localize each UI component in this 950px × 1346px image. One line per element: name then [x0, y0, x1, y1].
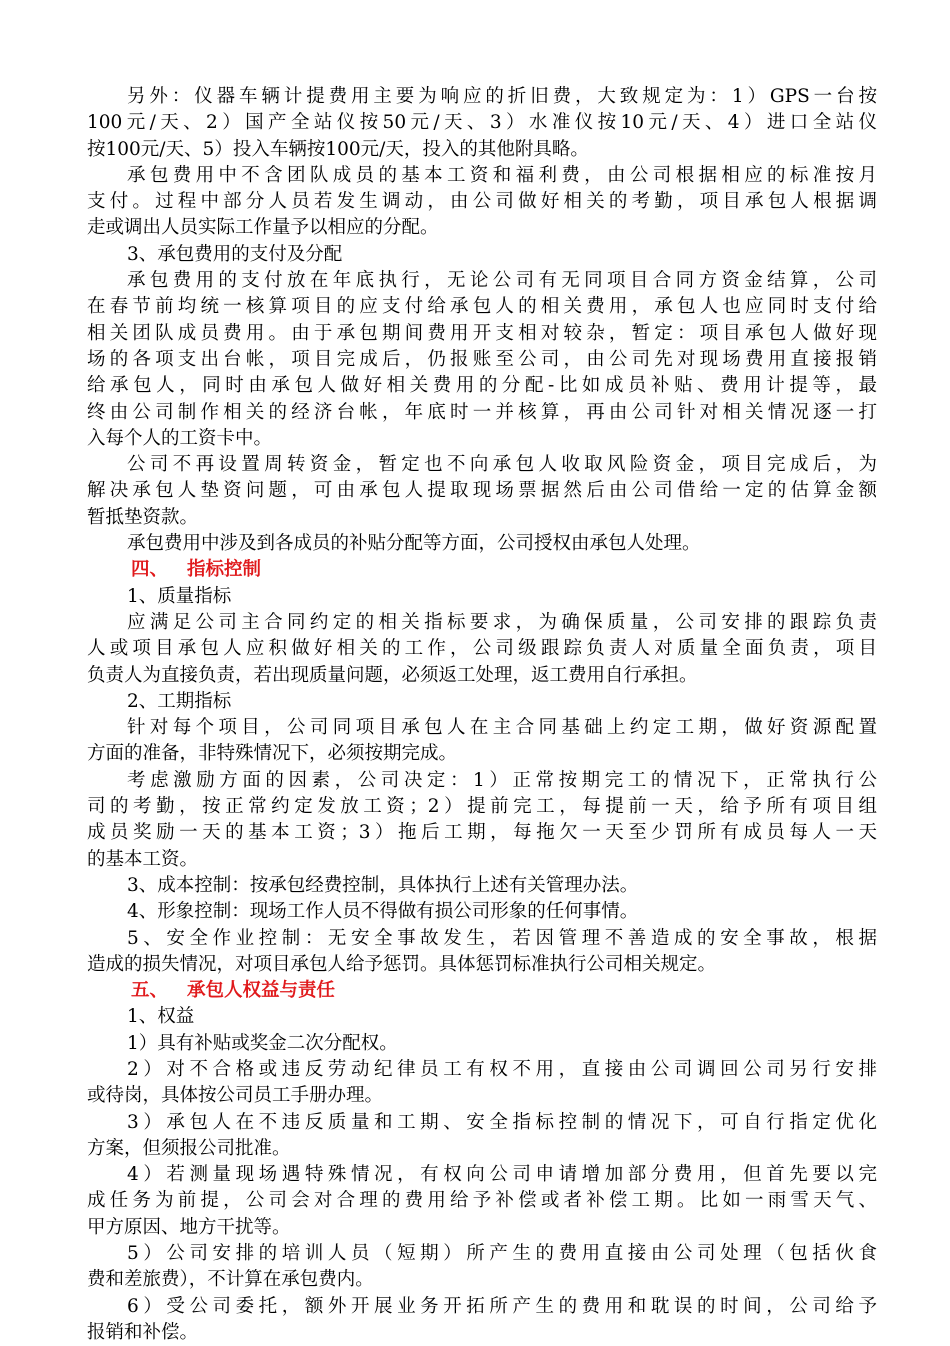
paragraph-line: 司的考勤，按正常约定发放工资；2）提前完工，每提前一天，给予所有项目组	[87, 796, 877, 818]
paragraph-line: 承包费用中不含团队成员的基本工资和福利费，由公司根据相应的标准按月	[127, 164, 877, 186]
paragraph-line: 负责人为直接负责，若出现质量问题，必须返工处理，返工费用自行承担。	[87, 664, 698, 686]
paragraph-line: 成任务为前提，公司会对合理的费用给予补偿或者补偿工期。比如一雨雪天气、	[87, 1190, 877, 1212]
paragraph-line: 5）公司安排的培训人员（短期）所产生的费用直接由公司处理（包括伙食	[127, 1243, 877, 1265]
paragraph-line: 造成的损失情况，对项目承包人给予惩罚。具体惩罚标准执行公司相关规定。	[87, 953, 717, 975]
section-title: 指标控制	[187, 559, 262, 581]
paragraph-line: 承包费用中涉及到各成员的补贴分配等方面，公司授权由承包人处理。	[127, 533, 701, 555]
paragraph-line: 另外：仪器车辆计提费用主要为响应的折旧费，大致规定为：1）GPS一台按	[127, 86, 877, 107]
paragraph-line: 解决承包人垫资问题，可由承包人提取现场票据然后由公司借给一定的估算金额	[87, 480, 877, 502]
paragraph-line: 走或调出人员实际工作量予以相应的分配。	[87, 217, 439, 239]
paragraph-line: 终由公司制作相关的经济台帐，年底时一并核算，再由公司针对相关情况逐一打	[87, 401, 877, 423]
paragraph-line: 的基本工资。	[87, 848, 199, 870]
paragraph-line: 1、质量指标	[127, 585, 232, 607]
paragraph-line: 或待岗，具体按公司员工手册办理。	[87, 1085, 384, 1107]
paragraph-line: 3、承包费用的支付及分配	[127, 243, 343, 265]
paragraph-line: 成员奖励一天的基本工资；3）拖后工期，每拖欠一天至少罚所有成员每人一天	[87, 822, 877, 844]
paragraph-line: 1）具有补贴或奖金二次分配权。	[127, 1032, 398, 1054]
paragraph-line: 入每个人的工资卡中。	[87, 427, 273, 449]
paragraph-line: 3）承包人在不违反质量和工期、安全指标控制的情况下，可自行指定优化	[127, 1111, 877, 1133]
paragraph-line: 100元/天、2）国产全站仪按50元/天、3）水准仪按10元/天、4）进口全站仪	[87, 112, 877, 134]
paragraph-line: 人或项目承包人应积做好相关的工作，公司级跟踪负责人对质量全面负责，项目	[87, 638, 877, 660]
paragraph-line: 方面的准备，非特殊情况下，必须按期完成。	[87, 743, 458, 765]
paragraph-line: 在春节前均统一核算项目的应支付给承包人的相关费用，承包人也应同时支付给	[87, 296, 877, 318]
paragraph-line: 暂抵垫资款。	[87, 506, 199, 528]
paragraph-line: 方案，但须报公司批准。	[87, 1137, 291, 1159]
paragraph-line: 4、形象控制：现场工作人员不得做有损公司形象的任何事情。	[127, 901, 639, 923]
paragraph-line: 给承包人，同时由承包人做好相关费用的分配-比如成员补贴、费用计提等，最	[87, 375, 877, 397]
paragraph-line: 费和差旅费），不计算在承包费内。	[87, 1269, 374, 1291]
paragraph-line: 2、工期指标	[127, 690, 232, 712]
section-number: 四、	[131, 559, 169, 581]
paragraph-line: 6）受公司委托，额外开展业务开拓所产生的费用和耽误的时间，公司给予	[127, 1295, 877, 1317]
paragraph-line: 2）对不合格或违反劳动纪律员工有权不用，直接由公司调回公司另行安排	[127, 1058, 877, 1080]
paragraph-line: 针对每个项目，公司同项目承包人在主合同基础上约定工期，做好资源配置	[127, 717, 877, 739]
paragraph-line: 报销和补偿。	[87, 1321, 199, 1343]
paragraph-line: 5、安全作业控制：无安全事故发生，若因管理不善造成的安全事故，根据	[127, 927, 877, 949]
paragraph-line: 相关团队成员费用。由于承包期间费用开支相对较杂，暂定：项目承包人做好现	[87, 322, 877, 344]
section-number: 五、	[131, 980, 169, 1002]
paragraph-line: 场的各项支出台帐，项目完成后，仍报账至公司，由公司先对现场费用直接报销	[87, 348, 877, 370]
paragraph-line: 考虑激励方面的因素，公司决定：1）正常按期完工的情况下，正常执行公	[127, 769, 877, 791]
section-heading	[87, 978, 877, 1004]
section-heading	[87, 557, 877, 583]
paragraph-line: 公司不再设置周转资金，暂定也不向承包人收取风险资金，项目完成后，为	[127, 454, 877, 476]
paragraph-line: 应满足公司主合同约定的相关指标要求，为确保质量，公司安排的跟踪负责	[127, 611, 877, 633]
paragraph-line: 4）若测量现场遇特殊情况，有权向公司申请增加部分费用，但首先要以完	[127, 1164, 877, 1186]
paragraph-line: 1、权益	[127, 1006, 195, 1028]
paragraph-line: 支付。过程中部分人员若发生调动，由公司做好相关的考勤，项目承包人根据调	[87, 191, 877, 213]
document-body	[87, 84, 877, 1346]
paragraph-line: 按100元/天、5）投入车辆按100元/天，投入的其他附具略。	[87, 138, 589, 160]
section-title: 承包人权益与责任	[187, 980, 336, 1002]
paragraph-line: 3、成本控制：按承包经费控制，具体执行上述有关管理办法。	[127, 874, 639, 896]
paragraph-line: 承包费用的支付放在年底执行，无论公司有无同项目合同方资金结算，公司	[127, 270, 877, 292]
paragraph-line: 甲方原因、地方干扰等。	[87, 1216, 291, 1238]
